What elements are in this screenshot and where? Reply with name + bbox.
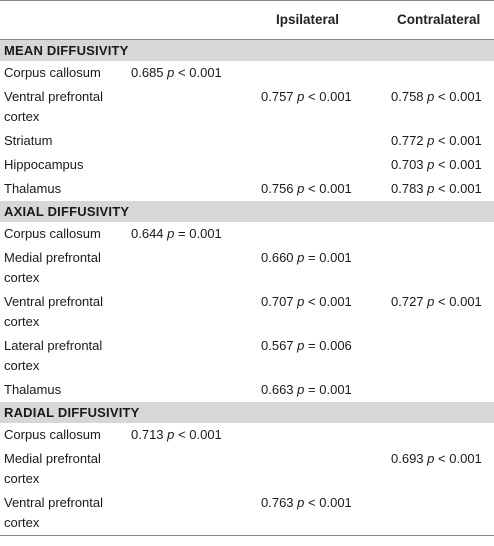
- table-header: [0, 1, 494, 39]
- p-value: 0.001: [319, 495, 352, 510]
- region-label: Striatum: [4, 133, 53, 148]
- p-operator: =: [308, 382, 316, 397]
- p-operator: <: [178, 427, 186, 442]
- p-operator: <: [308, 89, 316, 104]
- table-row: [0, 177, 494, 201]
- table-body: [0, 40, 494, 535]
- bottom-rule: [0, 535, 494, 536]
- coefficient: 0.783: [391, 181, 424, 196]
- value-cell: [391, 87, 482, 107]
- coefficient: 0.567: [261, 338, 294, 353]
- coefficient: 0.727: [391, 294, 424, 309]
- section-header: [0, 402, 494, 423]
- table-row: [0, 85, 494, 129]
- section-header: [0, 40, 494, 61]
- p-symbol: p: [167, 226, 175, 241]
- p-value: 0.001: [319, 382, 352, 397]
- p-symbol: p: [297, 495, 305, 510]
- region-label: Ventral prefrontal cortex: [4, 294, 104, 329]
- p-value: 0.001: [189, 427, 222, 442]
- p-operator: =: [308, 250, 316, 265]
- table-row: [0, 246, 494, 290]
- p-operator: <: [438, 157, 446, 172]
- table-row: [0, 153, 494, 177]
- p-value: 0.001: [449, 181, 482, 196]
- coefficient: 0.663: [261, 382, 294, 397]
- p-symbol: p: [427, 294, 435, 309]
- value-cell: [391, 449, 482, 469]
- value-cell: [391, 155, 482, 175]
- value-cell: [261, 336, 352, 356]
- p-operator: =: [178, 226, 186, 241]
- p-symbol: p: [297, 382, 305, 397]
- p-value: 0.001: [319, 250, 352, 265]
- p-operator: <: [308, 495, 316, 510]
- region-label: Corpus callosum: [4, 65, 101, 80]
- table-row: [0, 222, 494, 246]
- table-row: [0, 491, 494, 535]
- p-symbol: p: [297, 294, 305, 309]
- header-contralateral: Contralateral: [397, 12, 481, 27]
- p-operator: =: [308, 338, 316, 353]
- section-title: RADIAL DIFFUSIVITY: [4, 405, 140, 420]
- p-value: 0.001: [449, 294, 482, 309]
- value-cell: [391, 292, 482, 312]
- value-cell: [391, 131, 482, 151]
- region-label: Corpus callosum: [4, 427, 101, 442]
- table-row: [0, 423, 494, 447]
- p-value: 0.001: [189, 226, 222, 241]
- coefficient: 0.758: [391, 89, 424, 104]
- coefficient: 0.693: [391, 451, 424, 466]
- region-label: Medial prefrontal cortex: [4, 451, 101, 486]
- header-ipsilateral: Ipsilateral: [276, 12, 340, 27]
- p-symbol: p: [297, 89, 305, 104]
- section-header: [0, 201, 494, 222]
- region-label: Lateral prefrontal cortex: [4, 338, 103, 373]
- coefficient: 0.703: [391, 157, 424, 172]
- p-operator: <: [308, 181, 316, 196]
- coefficient: 0.757: [261, 89, 294, 104]
- p-symbol: p: [297, 338, 305, 353]
- p-operator: <: [308, 294, 316, 309]
- p-operator: <: [438, 133, 446, 148]
- coefficient: 0.772: [391, 133, 424, 148]
- value-cell: [131, 425, 222, 445]
- p-symbol: p: [167, 427, 175, 442]
- p-symbol: p: [427, 181, 435, 196]
- region-label: Ventral prefrontal cortex: [4, 89, 104, 124]
- value-cell: [261, 248, 352, 268]
- p-value: 0.001: [449, 451, 482, 466]
- p-operator: <: [178, 65, 186, 80]
- value-cell: [261, 493, 352, 513]
- coefficient: 0.707: [261, 294, 294, 309]
- p-value: 0.001: [319, 89, 352, 104]
- p-symbol: p: [427, 451, 435, 466]
- region-label: Corpus callosum: [4, 226, 101, 241]
- region-label: Ventral prefrontal cortex: [4, 495, 104, 530]
- coefficient: 0.756: [261, 181, 294, 196]
- p-symbol: p: [297, 250, 305, 265]
- coefficient: 0.685: [131, 65, 164, 80]
- region-label: Hippocampus: [4, 157, 84, 172]
- value-cell: [261, 292, 352, 312]
- p-value: 0.001: [189, 65, 222, 80]
- coefficient: 0.660: [261, 250, 294, 265]
- coefficient: 0.763: [261, 495, 294, 510]
- coefficient: 0.713: [131, 427, 164, 442]
- p-value: 0.001: [449, 89, 482, 104]
- value-cell: [261, 87, 352, 107]
- table-row: [0, 447, 494, 491]
- region-label: Medial prefrontal cortex: [4, 250, 101, 285]
- region-label: Thalamus: [4, 382, 62, 397]
- p-value: 0.001: [449, 133, 482, 148]
- p-symbol: p: [427, 133, 435, 148]
- table-row: [0, 334, 494, 378]
- value-cell: [391, 179, 482, 199]
- table-row: [0, 61, 494, 85]
- table-row: [0, 129, 494, 153]
- value-cell: [261, 380, 352, 400]
- value-cell: [131, 224, 222, 244]
- value-cell: [131, 63, 222, 83]
- p-operator: <: [438, 89, 446, 104]
- p-symbol: p: [427, 89, 435, 104]
- p-value: 0.001: [319, 294, 352, 309]
- p-value: 0.006: [319, 338, 352, 353]
- p-operator: <: [438, 451, 446, 466]
- value-cell: [261, 179, 352, 199]
- section-title: AXIAL DIFFUSIVITY: [4, 204, 130, 219]
- p-operator: <: [438, 294, 446, 309]
- p-symbol: p: [427, 157, 435, 172]
- p-value: 0.001: [319, 181, 352, 196]
- table-row: [0, 290, 494, 334]
- section-title: MEAN DIFFUSIVITY: [4, 43, 129, 58]
- p-operator: <: [438, 181, 446, 196]
- p-value: 0.001: [449, 157, 482, 172]
- region-label: Thalamus: [4, 181, 62, 196]
- coefficient: 0.644: [131, 226, 164, 241]
- table-row: [0, 378, 494, 402]
- p-symbol: p: [297, 181, 305, 196]
- p-symbol: p: [167, 65, 175, 80]
